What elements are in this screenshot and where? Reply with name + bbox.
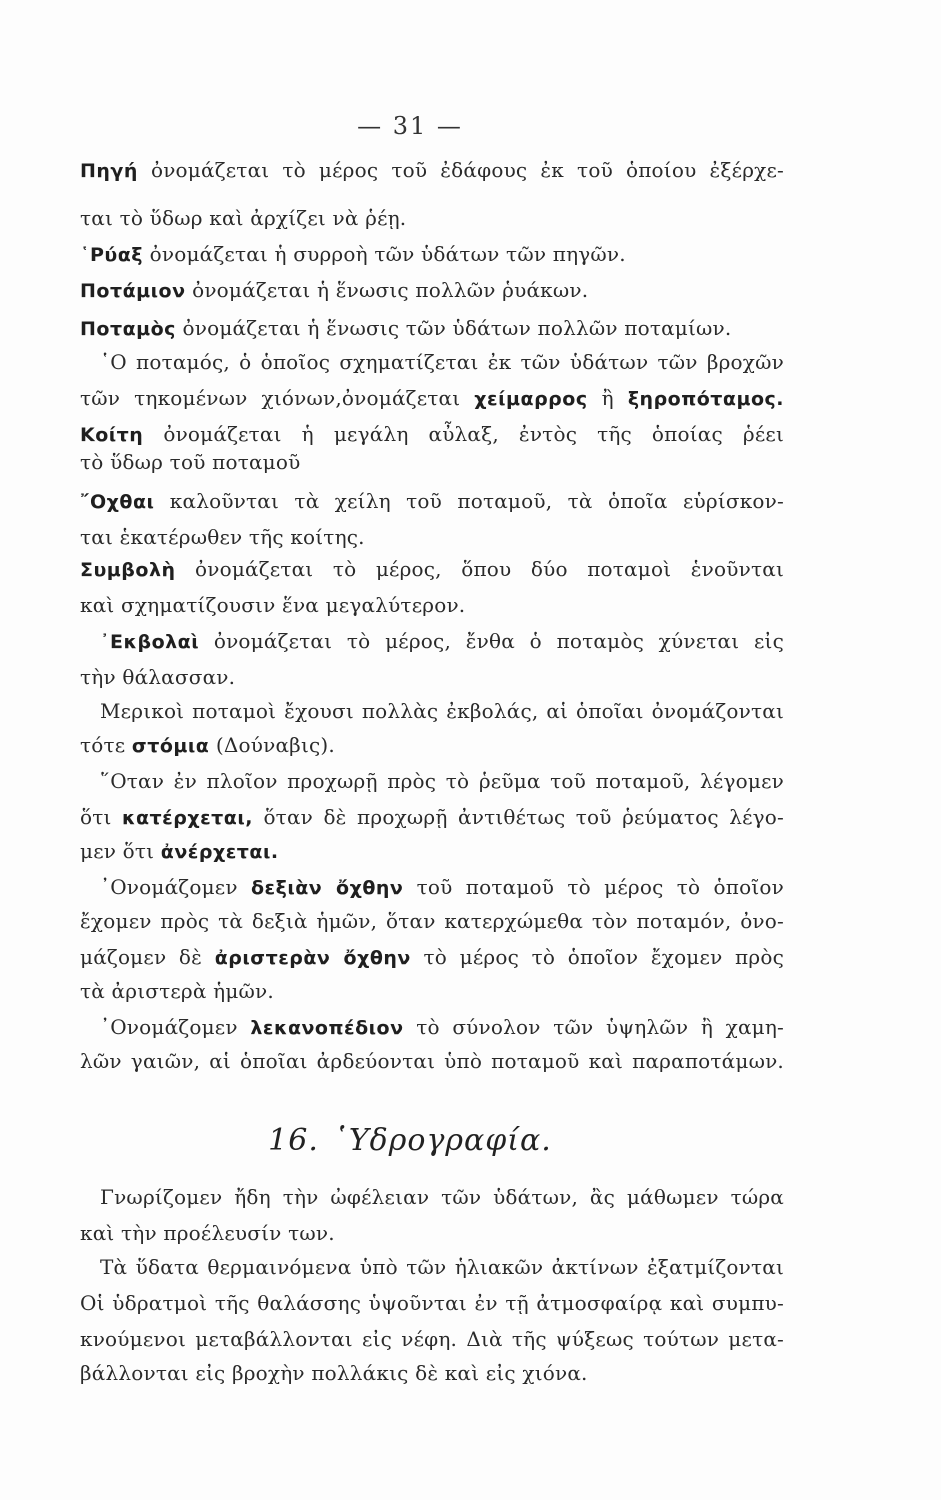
line-text: τότε (80, 733, 132, 757)
line-text: καὶ σχηματίζουσιν ἕνα μεγαλύτερον. (80, 593, 466, 617)
page-number: — 31 — (357, 112, 463, 140)
line-text: ὀνομάζεται τὸ μέρος τοῦ ἐδάφους ἐκ τοῦ ὁποίου ἐξέρχε- (137, 158, 784, 182)
section-heading (0, 1123, 820, 1158)
line-text: ὀνομάζεται ἡ μεγάλη αὖλαξ, ἐντὸς τῆς ὁποίας ῥέει (143, 422, 784, 446)
term-bold: ἀνέρχεται. (160, 841, 279, 863)
paragraph-line (80, 592, 784, 618)
term-bold: Ποταμὸς (80, 318, 176, 340)
term-bold: δεξιὰν ὄχθην (250, 877, 404, 899)
paragraph-line (80, 315, 784, 342)
paragraph-line (80, 1326, 784, 1352)
paragraph-line (80, 1290, 784, 1316)
line-text: ὀνομάζεται ἡ ἕνωσις πολλῶν ῥυάκων. (185, 278, 589, 302)
term-bold: ῎Οχθαι (80, 491, 155, 513)
paragraph-line (80, 1220, 784, 1246)
line-text: λῶν γαιῶν, αἱ ὁποῖαι ἀρδεύονται ὑπὸ ποταμοῦ καὶ παραποτάμων. (80, 1049, 784, 1073)
line-text: Οἱ ὑδρατμοὶ τῆς θαλάσσης ὑψοῦνται ἐν τῇ ἀτμοσφαίρᾳ καὶ συμπυ- (80, 1291, 784, 1315)
line-text: ῾Ο ποταμός, ὁ ὁποῖος σχηματίζεται ἐκ τῶν ὑδάτων τῶν βροχῶν (100, 350, 784, 374)
term-bold: στόμια (131, 735, 210, 757)
paragraph-line (80, 421, 784, 448)
term-bold: κατέρχεται, (122, 807, 253, 829)
line-text: τῶν τηκομένων χιόνων,ὀνομάζεται (80, 386, 475, 410)
paragraph-line (80, 1254, 784, 1280)
line-text: τὴν θάλασσαν. (80, 665, 236, 689)
line-text: ἢ (587, 386, 628, 410)
paragraph-line (80, 908, 784, 934)
line-text: Μερικοὶ ποταμοὶ ἔχουσι πολλὰς ἐκβολάς, αἱ ὁποῖαι ὀνομάζονται (100, 699, 784, 723)
paragraph-line (80, 449, 784, 475)
line-text: ῞Οταν ἐν πλοῖον προχωρῇ πρὸς τὸ ῥεῦμα τοῦ ποταμοῦ, λέγομεν (100, 769, 784, 793)
line-text: ἔχομεν πρὸς τὰ δεξιὰ ἡμῶν, ὅταν κατερχώμεθα τὸν ποταμόν, ὀνο- (80, 909, 784, 933)
paragraph-line (80, 524, 784, 550)
paragraph-line (80, 1184, 784, 1210)
paragraph-line (80, 732, 784, 759)
line-text: τὸ σύνολον τῶν ὑψηλῶν ἢ χαμη- (403, 1015, 784, 1039)
term-bold: ῾Ρύαξ (80, 244, 144, 266)
line-text: μεν ὅτι (80, 839, 161, 863)
line-text: ται τὸ ὕδωρ καὶ ἀρχίζει νὰ ῥέῃ. (80, 206, 407, 230)
line-text: ὀνομάζεται ἡ συρροὴ τῶν ὑδάτων τῶν πηγῶν. (143, 242, 626, 266)
line-text: κνούμενοι μεταβάλλονται εἰς νέφη. Διὰ τῆς ψύξεως τούτων μετα- (80, 1327, 784, 1351)
line-text: μάζομεν δὲ (80, 945, 215, 969)
line-text: ὅταν δὲ προχωρῇ ἀντιθέτως τοῦ ῥεύματος λέγο- (253, 805, 784, 829)
line-text: τὸ ὕδωρ τοῦ ποταμοῦ (80, 450, 301, 474)
section-number: 16. (268, 1123, 319, 1158)
paragraph-line (80, 556, 784, 583)
line-text: Γνωρίζομεν ἤδη τὴν ὠφέλειαν τῶν ὑδάτων, ἂς μάθωμεν τώρα (100, 1185, 784, 1209)
line-text: τὰ ἀριστερὰ ἡμῶν. (80, 979, 274, 1003)
paragraph-line (80, 804, 784, 831)
paragraph-line (80, 488, 784, 515)
paragraph-line (80, 205, 784, 231)
term-bold: χείμαρρος (474, 388, 588, 410)
line-text: ὅτι (80, 805, 122, 829)
line-text: ὀνομάζεται τὸ μέρος, ἔνθα ὁ ποταμὸς χύνεται εἰς (199, 629, 784, 653)
line-text: τὸ μέρος τὸ ὁποῖον ἔχομεν πρὸς (410, 945, 784, 969)
paragraph-line (80, 349, 784, 375)
term-bold: ἀριστερὰν ὄχθην (214, 947, 411, 969)
paragraph-line (80, 1048, 784, 1074)
term-bold: Πηγή (80, 160, 138, 182)
paragraph-line (80, 838, 784, 865)
line-text: Τὰ ὕδατα θερμαινόμενα ὑπὸ τῶν ἡλιακῶν ἀκτίνων ἐξατμίζονται (100, 1255, 784, 1279)
line-text: καλοῦνται τὰ χείλη τοῦ ποταμοῦ, τὰ ὁποῖα εὑρίσκον- (154, 489, 784, 513)
paragraph-line (80, 1014, 784, 1041)
paragraph-line (80, 978, 784, 1004)
term-bold: ᾿Εκβολαὶ (100, 631, 200, 653)
line-text: ᾿Ονομάζομεν (100, 875, 251, 899)
section-title-text: ῾Υδρογραφία. (332, 1123, 552, 1158)
paragraph-line (80, 157, 784, 184)
paragraph-line (80, 768, 784, 794)
paragraph-line (80, 628, 784, 655)
paragraph-line (80, 698, 784, 724)
paragraph-line (80, 944, 784, 971)
term-bold: λεκανοπέδιον (250, 1017, 404, 1039)
line-text: ὀνομάζεται τὸ μέρος, ὅπου δύο ποταμοὶ ἑνοῦνται (175, 557, 784, 581)
line-text: (Δούναβις). (209, 733, 335, 757)
paragraph-line (80, 385, 784, 412)
term-bold: Ποτάμιον (80, 280, 186, 302)
line-text: καὶ τὴν προέλευσίν των. (80, 1221, 335, 1245)
line-text: ται ἑκατέρωθεν τῆς κοίτης. (80, 525, 365, 549)
paragraph-line (80, 277, 784, 304)
paragraph-line (80, 1360, 784, 1386)
paragraph-line (80, 874, 784, 901)
line-text: τοῦ ποταμοῦ τὸ μέρος τὸ ὁποῖον (403, 875, 784, 899)
paragraph-line (80, 664, 784, 690)
paragraph-line (80, 241, 784, 268)
term-bold: Κοίτη (80, 424, 144, 446)
line-text: ὀνομάζεται ἡ ἕνωσις τῶν ὑδάτων πολλῶν ποταμίων. (175, 316, 732, 340)
line-text: ᾿Ονομάζομεν (100, 1015, 251, 1039)
term-bold: Συμβολὴ (80, 559, 176, 581)
term-bold: ξηροπόταμος. (627, 388, 784, 410)
line-text: βάλλονται εἰς βροχὴν πολλάκις δὲ καὶ εἰς χιόνα. (80, 1361, 588, 1385)
